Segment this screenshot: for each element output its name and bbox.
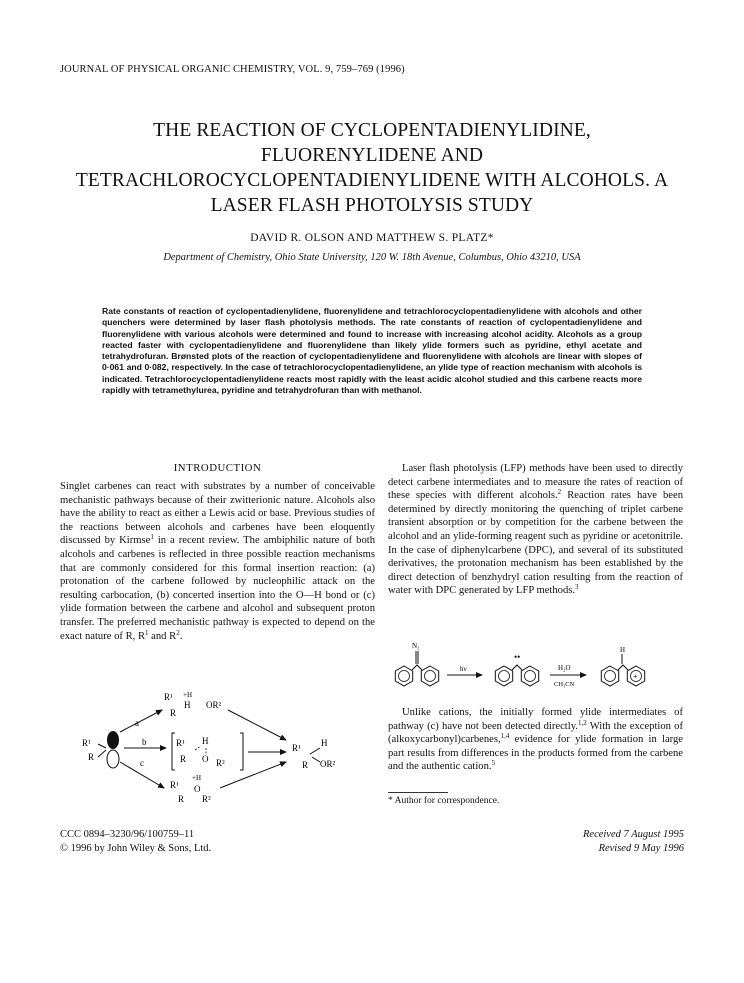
carbene-structure (82, 731, 119, 768)
svg-text:R²: R² (216, 758, 225, 768)
svg-text:R¹: R¹ (292, 743, 301, 753)
title-line: FLUORENYLIDENE AND (260, 145, 484, 166)
svg-text:R: R (180, 754, 187, 764)
transition-state (172, 733, 243, 770)
svg-text:R: R (88, 752, 95, 762)
svg-text:R: R (178, 794, 185, 804)
ylide-intermediate (170, 774, 211, 804)
pathway-label-a: a (135, 718, 139, 728)
svg-text:+H: +H (192, 774, 202, 782)
title-line: THE REACTION OF CYCLOPENTADIENYLIDINE, (153, 120, 591, 141)
section-heading-introduction: INTRODUCTION (173, 462, 262, 474)
svg-text:+: + (633, 672, 638, 681)
mechanism-scheme (80, 688, 370, 804)
svg-text:R¹: R¹ (170, 780, 179, 790)
abstract: Rate constants of reaction of cyclopentadienylidene, fluorenylidene and tetrachlorocyclopentadienylidene with alcohols and other quenchers were determined by laser flash photolysis methods. The rate constants of reaction of cyclopentadienylidene and fluorenylidene with various alcohols were determined and found to increase with increasing alcohol acidity. Alcohols as a group reacted faster with cyclopentadienylidene and fluorenylidene than likely ylide formers such as pyridine, ethyl acetate and tetrahydrofuran. Brønsted plots of the reaction of cyclopentadienylidene and fluorenylidene with alcohols are linear with slopes of 0·061 and 0·082, respectively. In the case of tetrachlorocyclopentadienylidene, an ylide type of reaction mechanism with alcohols is indicated. Tetrachlorocyclopentadienylidene reacts most rapidly with the least acidic alcohol studied and this carbene reacts more rapidly with tetramethylurea, pyridine and tetrahydrofuran than with methanol. (102, 306, 642, 396)
svg-text:OR²: OR² (320, 759, 336, 769)
paper-title (40, 118, 704, 218)
title-line: TETRACHLOROCYCLOPENTADIENYLIDENE WITH ALCOHOLS. A (75, 170, 669, 191)
benzhydryl-cation (601, 646, 644, 686)
reagent-label: H₂O (558, 664, 571, 672)
carbocation-intermediate (164, 691, 222, 718)
svg-text:R¹: R¹ (82, 738, 91, 748)
svg-text:R: R (302, 760, 309, 770)
svg-text:O: O (194, 784, 201, 794)
svg-text:H: H (184, 700, 191, 710)
ether-product (292, 738, 336, 770)
footnote-divider (388, 792, 448, 793)
copyright-notice: CCC 0894–3230/96/100759–11 © 1996 by John Wiley & Sons, Ltd. (60, 829, 212, 854)
svg-text:••: •• (514, 652, 521, 662)
svg-text:R: R (170, 708, 177, 718)
svg-text:R¹: R¹ (164, 692, 173, 702)
svg-text:N₂: N₂ (412, 642, 420, 650)
svg-text:H: H (202, 736, 209, 746)
diphenylcarbene-scheme (392, 638, 682, 698)
intro-paragraph-right-1: Laser flash photolysis (LFP) methods have been used to directly detect carbene intermediates and to measure the rates of reaction of these species with different alcohols.$^2$ Reaction rates have been determined by directly monitoring the quenching of triplet carbene transient absorption or by competition for the carbene between the alcohol and an ylide-forming reagent such as pyridine or acetonitrile. In the case of diphenylcarbene (DPC), and several of its substituted derivatives, the protonation mechanism has been established by the direct detection of benzhydryl cation resulting from the reaction of water with DPC generated by LFP methods.$^3$ (388, 463, 683, 597)
svg-text:H: H (620, 646, 626, 654)
received-dates: Received 7 August 1995 Revised 9 May 1996 (583, 829, 684, 854)
diphenyldiazomethane (395, 642, 438, 686)
diphenylcarbene (495, 652, 538, 686)
svg-text:O: O (202, 754, 209, 764)
intro-paragraph-left: Singlet carbenes can react with substrates by a number of conceivable mechanistic pathways because of their zwitterionic nature. Alcohols also have the ability to react as either a Lewis acid or base. Previous studies of the reactions between alcohols and carbenes have been eloquently discussed by Kirmse$^1$ in a recent review. The ambiphilic nature of both alcohols and carbenes is reflected in three possible reaction mechanisms that are commonly considered for this formal insertion reaction: (a) protonation of the carbene followed by nucleophilic attack on the resulting carbocation, (b) concerted insertion into the O—H bond or (c) ylide formation between the carbene and alcohol and subsequent proton transfer. The preferred mechanistic pathway is expected to depend on the exact nature of R, $R^1$ and $R^2$. (60, 481, 375, 642)
intro-paragraph-right-2: Unlike cations, the initially formed ylide intermediates of pathway (c) have not been detected directly.$^{1,2}$ With the exception of (alkoxycarbonyl)carbenes,$^{1,4}$ evidence for ylide formation in large part results from differences in the products formed from the carbene and the authentic cation.$^5$ (388, 707, 683, 773)
pathway-label-b: b (142, 737, 147, 747)
title-line: LASER FLASH PHOTOLYSIS STUDY (210, 195, 534, 216)
svg-text:+H: +H (183, 691, 193, 699)
affiliation: Department of Chemistry, Ohio State University, 120 W. 18th Avenue, Columbus, Ohio 43210, USA (163, 252, 581, 263)
solvent-label: CH₃CN (554, 681, 575, 688)
pathway-label-c: c (140, 758, 144, 768)
svg-text:H: H (321, 738, 328, 748)
authors: DAVID R. OLSON AND MATTHEW S. PLATZ* (250, 232, 494, 244)
svg-text:OR²: OR² (206, 700, 222, 710)
journal-header: JOURNAL OF PHYSICAL ORGANIC CHEMISTRY, VOL. 9, 759–769 (1996) (60, 64, 405, 75)
svg-text:R¹: R¹ (176, 738, 185, 748)
footnote: * Author for correspondence. (388, 796, 500, 806)
svg-text:R²: R² (202, 794, 211, 804)
photolysis-label: hν (460, 665, 467, 673)
